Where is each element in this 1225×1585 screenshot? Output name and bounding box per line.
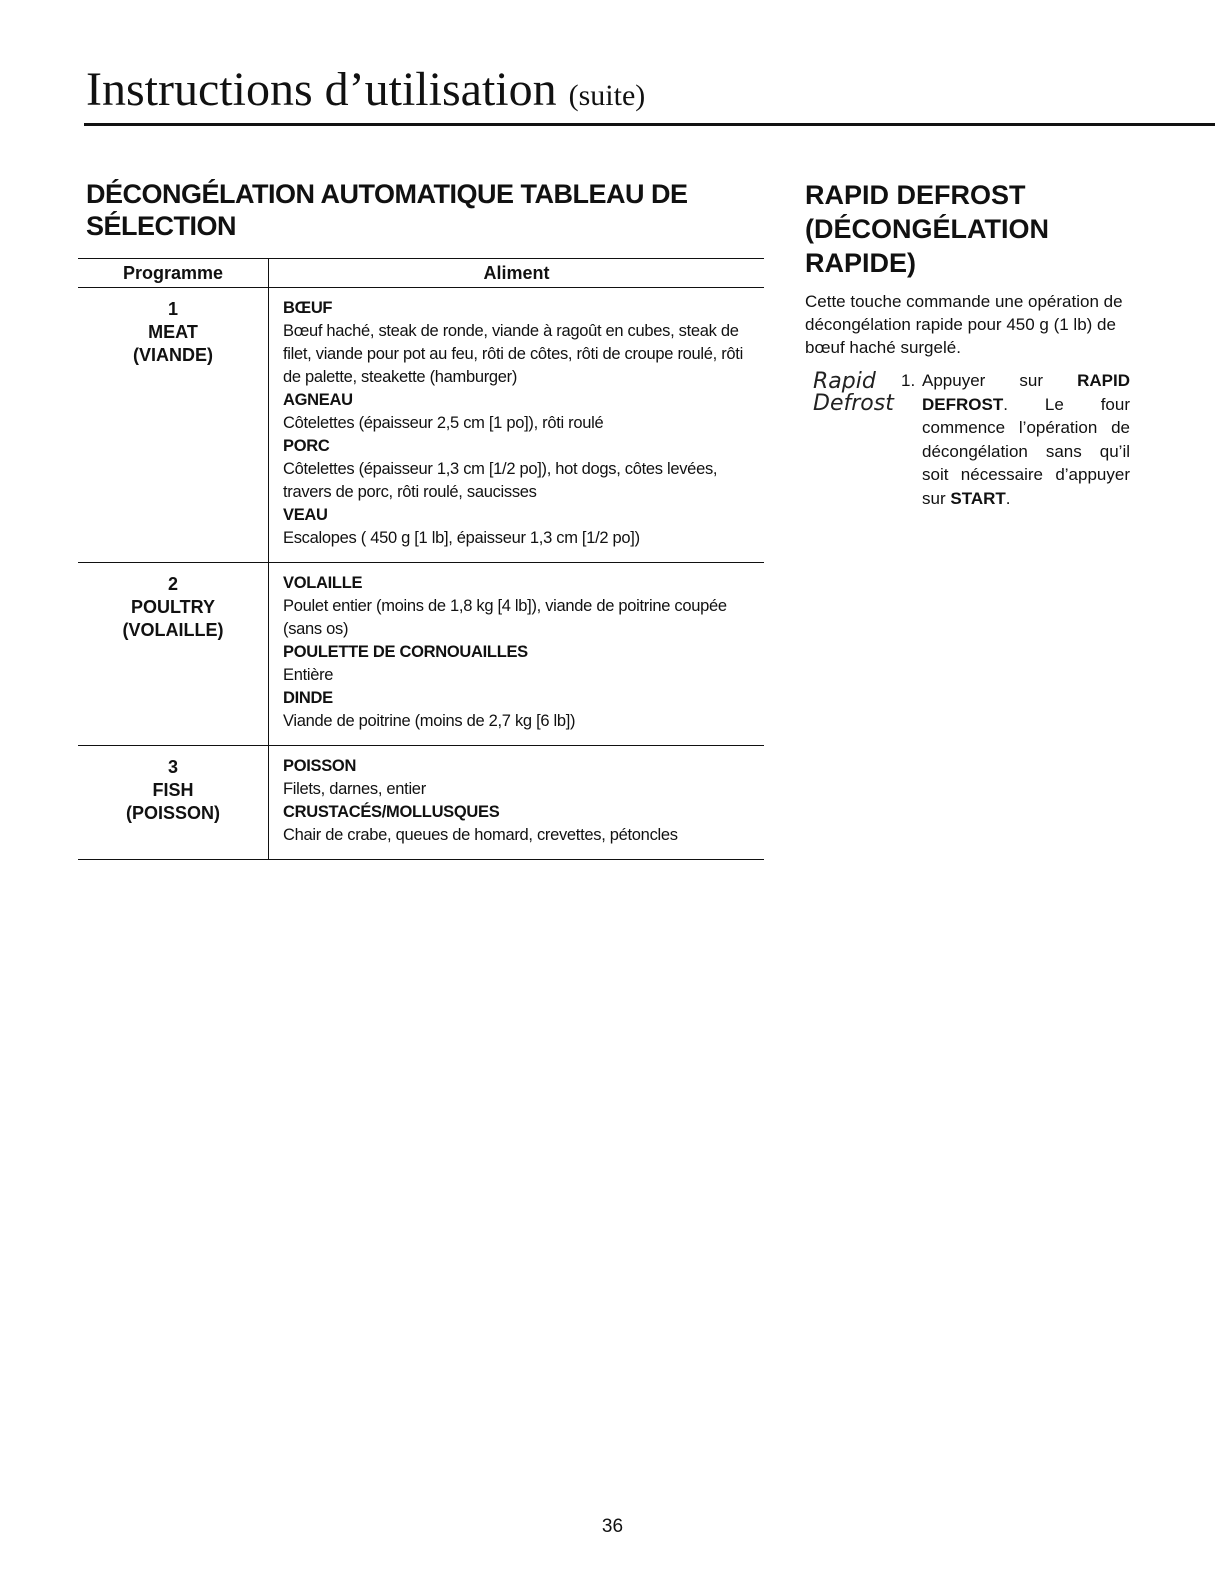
table-body — [78, 288, 764, 860]
food-category: PORC — [283, 437, 330, 455]
program-name: POULTRY — [131, 597, 215, 617]
page-title-suffix: (suite) — [568, 79, 646, 112]
step-end: . — [1005, 488, 1011, 508]
step-mid: . Le four commence l’opération de décongélation sans qu’il soit nécessaire d’appuyer sur — [922, 394, 1130, 508]
page-number: 36 — [601, 1516, 624, 1537]
program-name: FISH — [152, 780, 194, 800]
program-cell — [78, 746, 268, 859]
food-category: POULETTE DE CORNOUAILLES — [283, 643, 528, 661]
step-key-name: RAPID DEFROST — [922, 371, 1130, 414]
food-description: Chair de crabe, queues de homard, crevettes, pétoncles — [283, 826, 678, 844]
step-text — [901, 369, 1130, 510]
table-row — [78, 288, 764, 563]
food-category: CRUSTACÉS/MOLLUSQUES — [283, 803, 500, 821]
program-cell — [78, 563, 268, 745]
defrost-selection-table — [78, 258, 764, 860]
program-num: 2 — [167, 574, 178, 594]
food-description: Côtelettes (épaisseur 1,3 cm [1/2 po]), hot dogs, côtes levées, travers de porc, rôti roulé, saucisses — [283, 460, 718, 501]
step-start-key: START — [950, 488, 1006, 508]
defrost-table-heading: DÉCONGÉLATION AUTOMATIQUE TABLEAU DE SÉLECTION — [86, 179, 688, 241]
program-cell — [78, 288, 268, 562]
rapid-defrost-heading-line2: (DÉCONGÉLATION — [805, 214, 1049, 244]
rapid-defrost-heading-line3: RAPIDE) — [805, 248, 917, 278]
food-description: Bœuf haché, steak de ronde, viande à ragoût en cubes, steak de filet, viande pour pot au feu, rôti de côtes, rôti de croupe roulé, rôti de palette, steakette (hamburger) — [283, 322, 743, 386]
step-pre: Appuyer sur — [922, 371, 1044, 390]
food-description: Côtelettes (épaisseur 2,5 cm [1 po]), rôti roulé — [283, 414, 604, 432]
food-category: DINDE — [283, 689, 333, 707]
program-name-fr: (POISSON) — [125, 803, 220, 823]
food-description: Filets, darnes, entier — [283, 780, 426, 798]
step-number: 1. — [901, 371, 916, 390]
table-row — [78, 563, 764, 746]
rapid-defrost-section — [805, 178, 1130, 510]
food-category: AGNEAU — [283, 391, 353, 409]
rapid-defrost-intro: Cette touche commande une opération de décongélation rapide pour 450 g (1 lb) de bœuf haché surgelé. — [805, 292, 1123, 357]
col-header-program: Programme — [122, 263, 224, 283]
key-label-line2: Defrost — [813, 391, 894, 416]
program-name-fr: (VOLAILLE) — [122, 620, 224, 640]
food-category: BŒUF — [283, 299, 333, 317]
food-cell — [268, 563, 764, 745]
rapid-defrost-key-label — [813, 371, 893, 415]
table-header — [78, 258, 764, 288]
program-num: 3 — [167, 757, 178, 777]
food-cell — [268, 288, 764, 562]
rapid-defrost-heading — [805, 178, 1130, 280]
food-category: POISSON — [283, 757, 357, 775]
food-category: VEAU — [283, 506, 328, 524]
rapid-defrost-step — [805, 369, 1130, 510]
program-name-fr: (VIANDE) — [133, 345, 213, 365]
page-title — [86, 63, 646, 116]
food-category: VOLAILLE — [283, 574, 363, 592]
step-body — [901, 369, 1130, 510]
key-label-line1: Rapid — [813, 369, 876, 394]
food-cell — [268, 746, 764, 859]
col-header-food: Aliment — [268, 259, 764, 287]
food-description: Escalopes ( 450 g [1 lb], épaisseur 1,3 cm [1/2 po]) — [283, 529, 640, 547]
program-name: MEAT — [148, 322, 198, 342]
table-row — [78, 746, 764, 860]
food-description: Viande de poitrine (moins de 2,7 kg [6 lb]) — [283, 712, 576, 730]
program-num: 1 — [167, 299, 178, 319]
title-rule — [84, 123, 1215, 126]
food-description: Entière — [283, 666, 334, 684]
rapid-defrost-heading-line1: RAPID DEFROST — [805, 180, 1026, 210]
food-description: Poulet entier (moins de 1,8 kg [4 lb]), viande de poitrine coupée (sans os) — [283, 597, 727, 638]
page-title-text: Instructions d’utilisation — [86, 63, 557, 116]
